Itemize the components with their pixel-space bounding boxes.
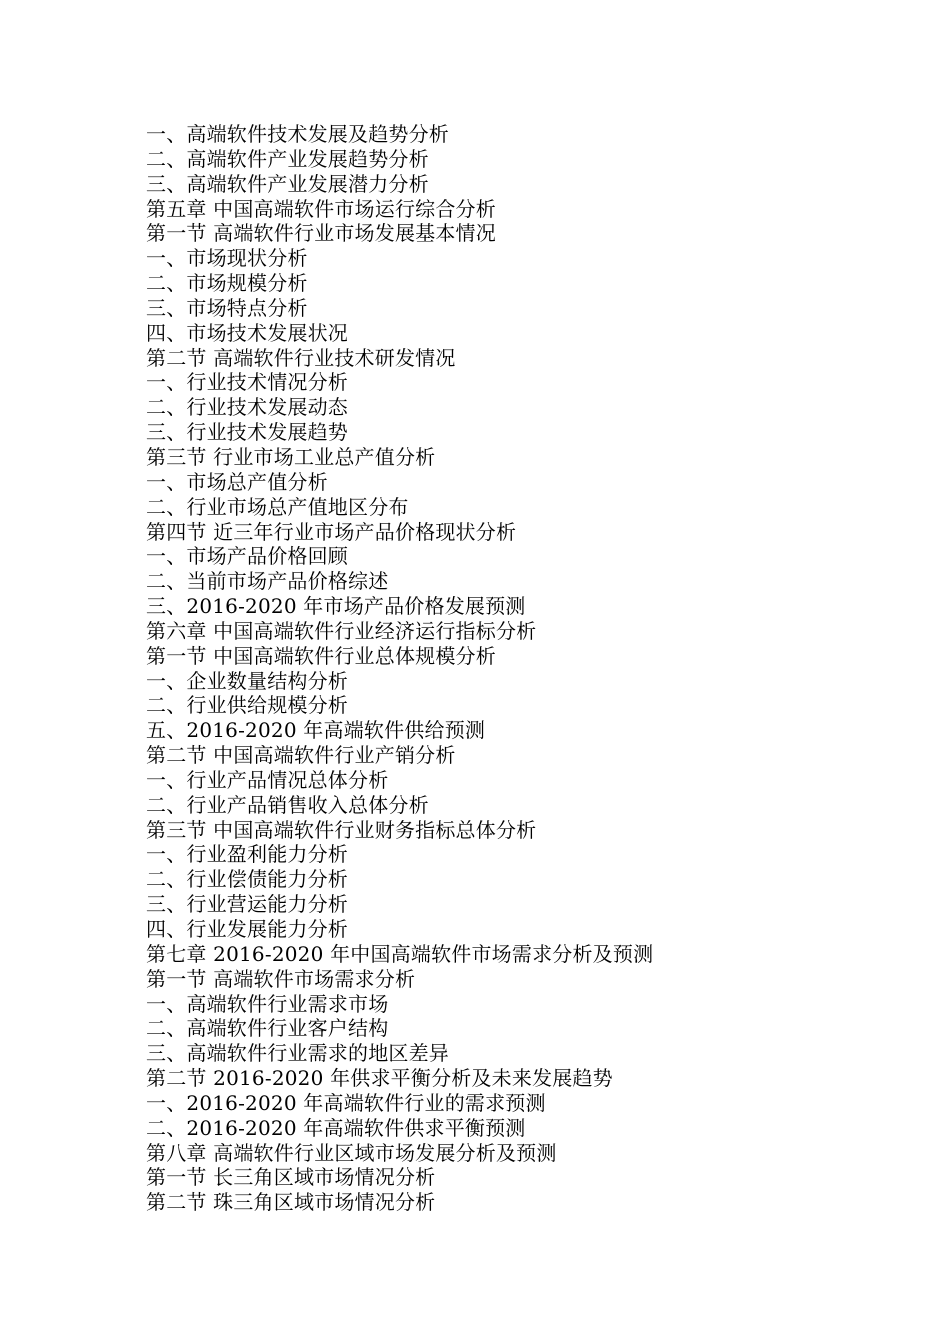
toc-line: 三、高端软件行业需求的地区差异 xyxy=(146,1041,449,1066)
toc-line: 三、行业技术发展趋势 xyxy=(146,420,348,445)
toc-line: 二、行业产品销售收入总体分析 xyxy=(146,792,429,817)
toc-line: 一、行业盈利能力分析 xyxy=(146,842,348,867)
toc-line: 二、市场规模分析 xyxy=(146,271,308,296)
toc-line: 一、市场产品价格回顾 xyxy=(146,544,348,569)
toc-line: 二、高端软件产业发展趋势分析 xyxy=(146,146,429,171)
toc-line: 一、2016-2020 年高端软件行业的需求预测 xyxy=(146,1090,546,1115)
toc-line: 第二节 高端软件行业技术研发情况 xyxy=(146,345,456,370)
toc-line: 二、当前市场产品价格综述 xyxy=(146,569,389,594)
toc-line: 第七章 2016-2020 年中国高端软件市场需求分析及预测 xyxy=(146,941,654,966)
toc-line: 一、市场总产值分析 xyxy=(146,469,328,494)
toc-line: 一、行业技术情况分析 xyxy=(146,370,348,395)
toc-line: 第二节 珠三角区域市场情况分析 xyxy=(146,1190,436,1215)
toc-line: 二、行业市场总产值地区分布 xyxy=(146,494,409,519)
toc-line: 第一节 高端软件行业市场发展基本情况 xyxy=(146,221,496,246)
toc-line: 二、高端软件行业客户结构 xyxy=(146,1016,389,1041)
toc-line: 第一节 中国高端软件行业总体规模分析 xyxy=(146,643,496,668)
toc-line: 第一节 长三角区域市场情况分析 xyxy=(146,1165,436,1190)
toc-line: 第一节 高端软件市场需求分析 xyxy=(146,966,416,991)
toc-line: 一、行业产品情况总体分析 xyxy=(146,767,389,792)
toc-line: 二、行业技术发展动态 xyxy=(146,395,348,420)
toc-line: 二、行业偿债能力分析 xyxy=(146,867,348,892)
toc-line: 第五章 中国高端软件市场运行综合分析 xyxy=(146,196,496,221)
toc-line: 一、企业数量结构分析 xyxy=(146,668,348,693)
toc-line: 二、行业供给规模分析 xyxy=(146,693,348,718)
toc-line: 三、行业营运能力分析 xyxy=(146,892,348,917)
toc-line: 一、高端软件技术发展及趋势分析 xyxy=(146,122,449,146)
toc-line: 五、2016-2020 年高端软件供给预测 xyxy=(146,718,486,743)
toc-line: 第三节 中国高端软件行业财务指标总体分析 xyxy=(146,817,537,842)
toc-line: 四、市场技术发展状况 xyxy=(146,320,348,345)
toc-line: 一、市场现状分析 xyxy=(146,246,308,271)
toc-line: 二、2016-2020 年高端软件供求平衡预测 xyxy=(146,1115,526,1140)
toc-line: 第二节 2016-2020 年供求平衡分析及未来发展趋势 xyxy=(146,1066,613,1091)
toc-line: 第六章 中国高端软件行业经济运行指标分析 xyxy=(146,618,537,643)
toc-line: 第四节 近三年行业市场产品价格现状分析 xyxy=(146,519,517,544)
toc-line: 第三节 行业市场工业总产值分析 xyxy=(146,444,436,469)
toc-line: 三、市场特点分析 xyxy=(146,295,308,320)
toc-line: 第八章 高端软件行业区域市场发展分析及预测 xyxy=(146,1140,557,1165)
toc-line: 三、高端软件产业发展潜力分析 xyxy=(146,171,429,196)
toc-line: 四、行业发展能力分析 xyxy=(146,917,348,941)
toc-line: 一、高端软件行业需求市场 xyxy=(146,991,389,1016)
toc-line: 三、2016-2020 年市场产品价格发展预测 xyxy=(146,594,526,619)
table-of-contents xyxy=(146,122,886,1215)
toc-line: 第二节 中国高端软件行业产销分析 xyxy=(146,743,456,768)
